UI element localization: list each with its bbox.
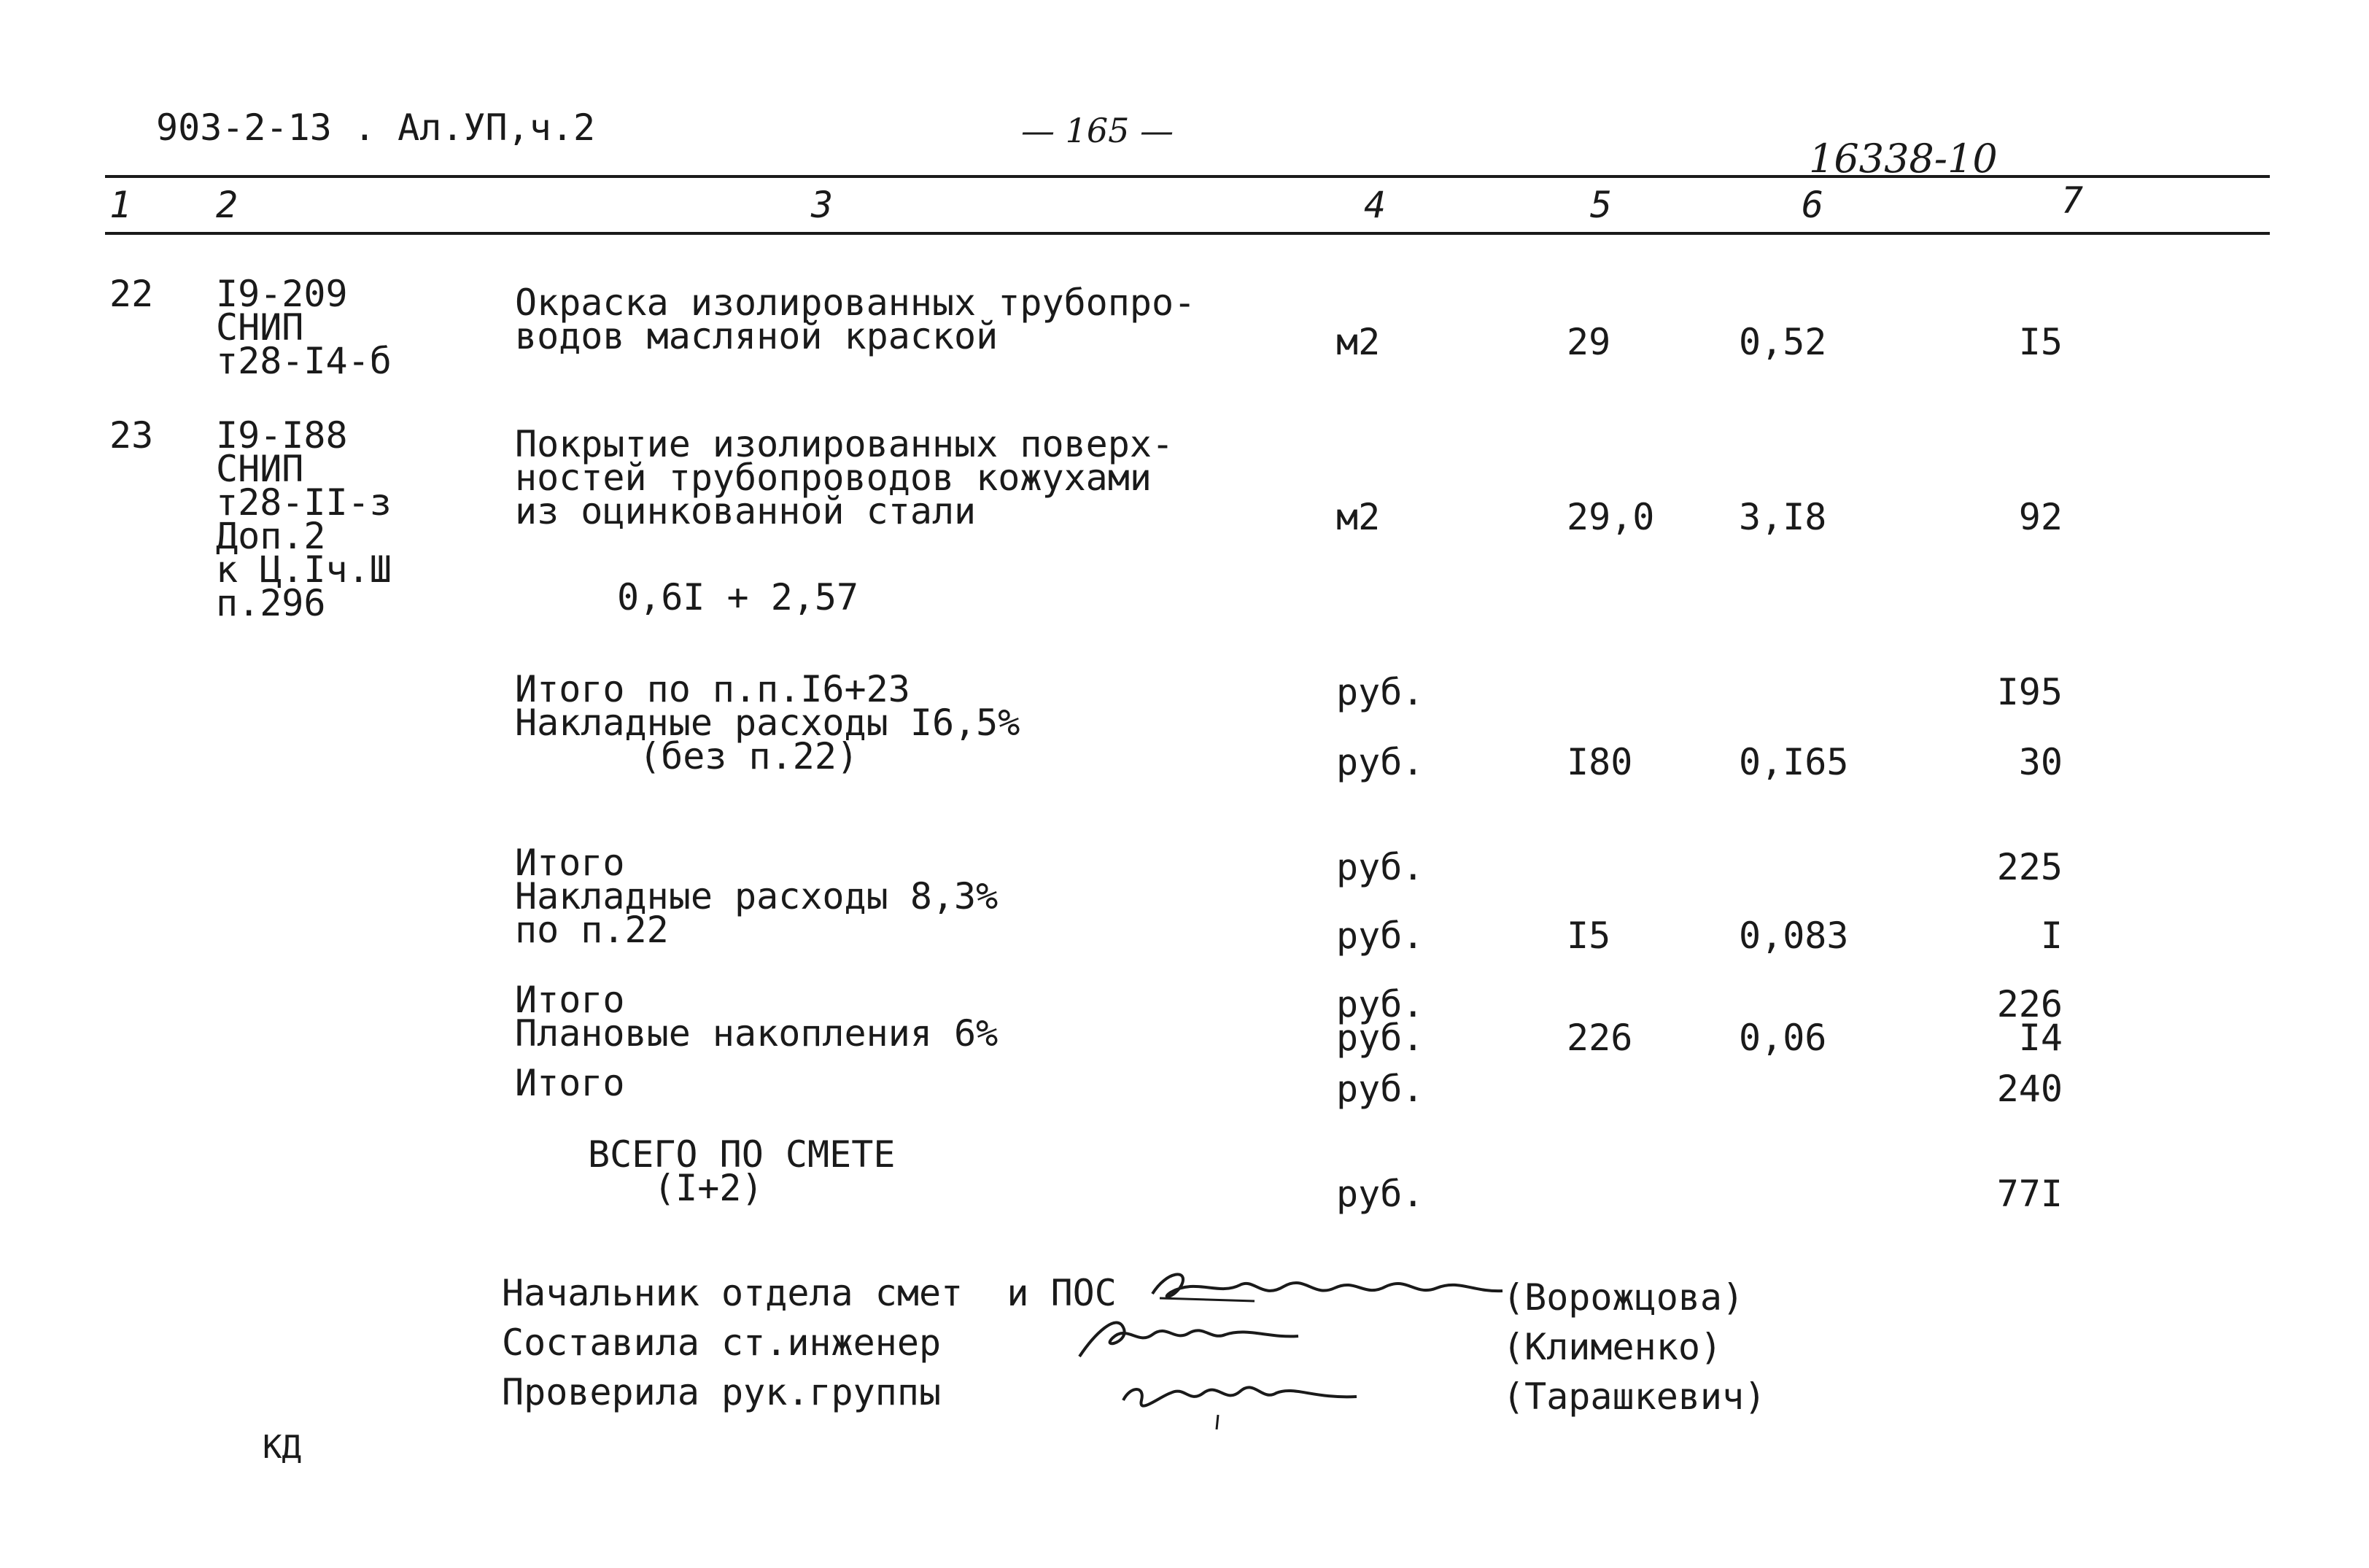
row-desc-line: из оцинкованной стали xyxy=(515,490,977,532)
signature-role: Составила ст.инженер xyxy=(502,1321,942,1364)
summary-label: Итого xyxy=(515,979,625,1021)
summary-qty: 226 xyxy=(1567,1017,1633,1059)
footer-mark: КД xyxy=(263,1429,301,1466)
summary-total: 225 xyxy=(1996,846,2063,888)
row-ref-line: Доп.2 xyxy=(216,515,326,557)
header-top-rule xyxy=(105,175,2270,178)
col-header-1: 1 xyxy=(109,184,132,226)
row-ref-line: п.296 xyxy=(216,582,326,624)
summary-sublabel: по п.22 xyxy=(515,909,669,951)
row-number: 23 xyxy=(109,414,154,457)
summary-qty: I80 xyxy=(1567,741,1633,783)
summary-total: I xyxy=(2040,915,2063,957)
row-number: 22 xyxy=(109,273,154,315)
row-unit: м2 xyxy=(1336,496,1381,538)
row-price: 3,I8 xyxy=(1739,496,1827,538)
summary-total: 240 xyxy=(1996,1068,2063,1110)
row-ref-line: к Ц.Iч.Ш xyxy=(216,548,392,591)
row-note: 0,6I + 2,57 xyxy=(617,576,859,618)
summary-price: 0,I65 xyxy=(1739,741,1849,783)
doc-code: 903-2-13 . Ал.УП,ч.2 xyxy=(156,106,596,149)
summary-unit: руб. xyxy=(1336,741,1424,783)
row-ref-line: СНИП xyxy=(216,448,304,490)
signature-name: (Ворожцова) xyxy=(1503,1276,1745,1319)
col-header-3: 3 xyxy=(811,184,834,226)
row-desc-line: Покрытие изолированных поверх- xyxy=(515,423,1174,465)
row-ref-line: СНИП xyxy=(216,306,304,349)
col-header-5: 5 xyxy=(1590,184,1613,226)
grand-total-label: ВСЕГО ПО СМЕТЕ xyxy=(588,1133,896,1176)
signature-tarashkevich xyxy=(1116,1357,1364,1437)
summary-qty: I5 xyxy=(1567,915,1611,957)
row-desc-line: ностей трубопроводов кожухами xyxy=(515,457,1152,499)
summary-unit: руб. xyxy=(1336,671,1424,713)
row-ref-line: I9-209 xyxy=(216,273,348,315)
signature-name: (Тарашкевич) xyxy=(1503,1375,1767,1418)
row-desc-line: Окраска изолированных трубопро- xyxy=(515,282,1196,324)
summary-unit: руб. xyxy=(1336,846,1424,888)
row-qty: 29 xyxy=(1567,321,1611,363)
col-header-7: 7 xyxy=(2061,179,2084,222)
row-desc-line: водов масляной краской xyxy=(515,315,999,357)
summary-sublabel: (без п.22) xyxy=(639,735,859,777)
summary-total: I95 xyxy=(1996,671,2063,713)
summary-price: 0,083 xyxy=(1739,915,1849,957)
doc-number: 16338-10 xyxy=(1809,136,1998,182)
page-number: — 165 — xyxy=(1021,111,1174,150)
signature-name: (Клименко) xyxy=(1503,1326,1723,1368)
summary-total: 30 xyxy=(2018,741,2063,783)
summary-label: Плановые накопления 6% xyxy=(515,1012,999,1055)
col-header-2: 2 xyxy=(216,184,239,226)
row-unit: м2 xyxy=(1336,321,1381,363)
summary-label: Накладные расходы 8,3% xyxy=(515,875,999,917)
signature-role: Начальник отдела смет и ПОС xyxy=(502,1272,1117,1314)
summary-label: Итого по п.п.I6+23 xyxy=(515,668,910,710)
summary-label: Итого xyxy=(515,842,625,884)
summary-unit: руб. xyxy=(1336,1068,1424,1110)
row-total: I5 xyxy=(2018,321,2063,363)
row-qty: 29,0 xyxy=(1567,496,1655,538)
col-header-6: 6 xyxy=(1802,184,1824,226)
row-total: 92 xyxy=(2018,496,2063,538)
grand-total-sublabel: (I+2) xyxy=(654,1167,764,1209)
row-ref-line: т28-II-з xyxy=(216,481,392,524)
summary-unit: руб. xyxy=(1336,983,1424,1025)
col-header-4: 4 xyxy=(1364,184,1387,226)
summary-unit: руб. xyxy=(1336,915,1424,957)
summary-total: 226 xyxy=(1996,983,2063,1025)
row-price: 0,52 xyxy=(1739,321,1827,363)
grand-total-unit: руб. xyxy=(1336,1173,1424,1215)
summary-label: Итого xyxy=(515,1062,625,1104)
row-ref-line: I9-I88 xyxy=(216,414,348,457)
summary-price: 0,06 xyxy=(1739,1017,1827,1059)
summary-total: I4 xyxy=(2018,1017,2063,1059)
grand-total-value: 77I xyxy=(1996,1173,2063,1215)
header-bottom-rule xyxy=(105,232,2270,235)
summary-label: Накладные расходы I6,5% xyxy=(515,702,1020,744)
summary-unit: руб. xyxy=(1336,1017,1424,1059)
signature-role: Проверила рук.группы xyxy=(502,1371,942,1413)
row-ref-line: т28-I4-б xyxy=(216,340,392,382)
